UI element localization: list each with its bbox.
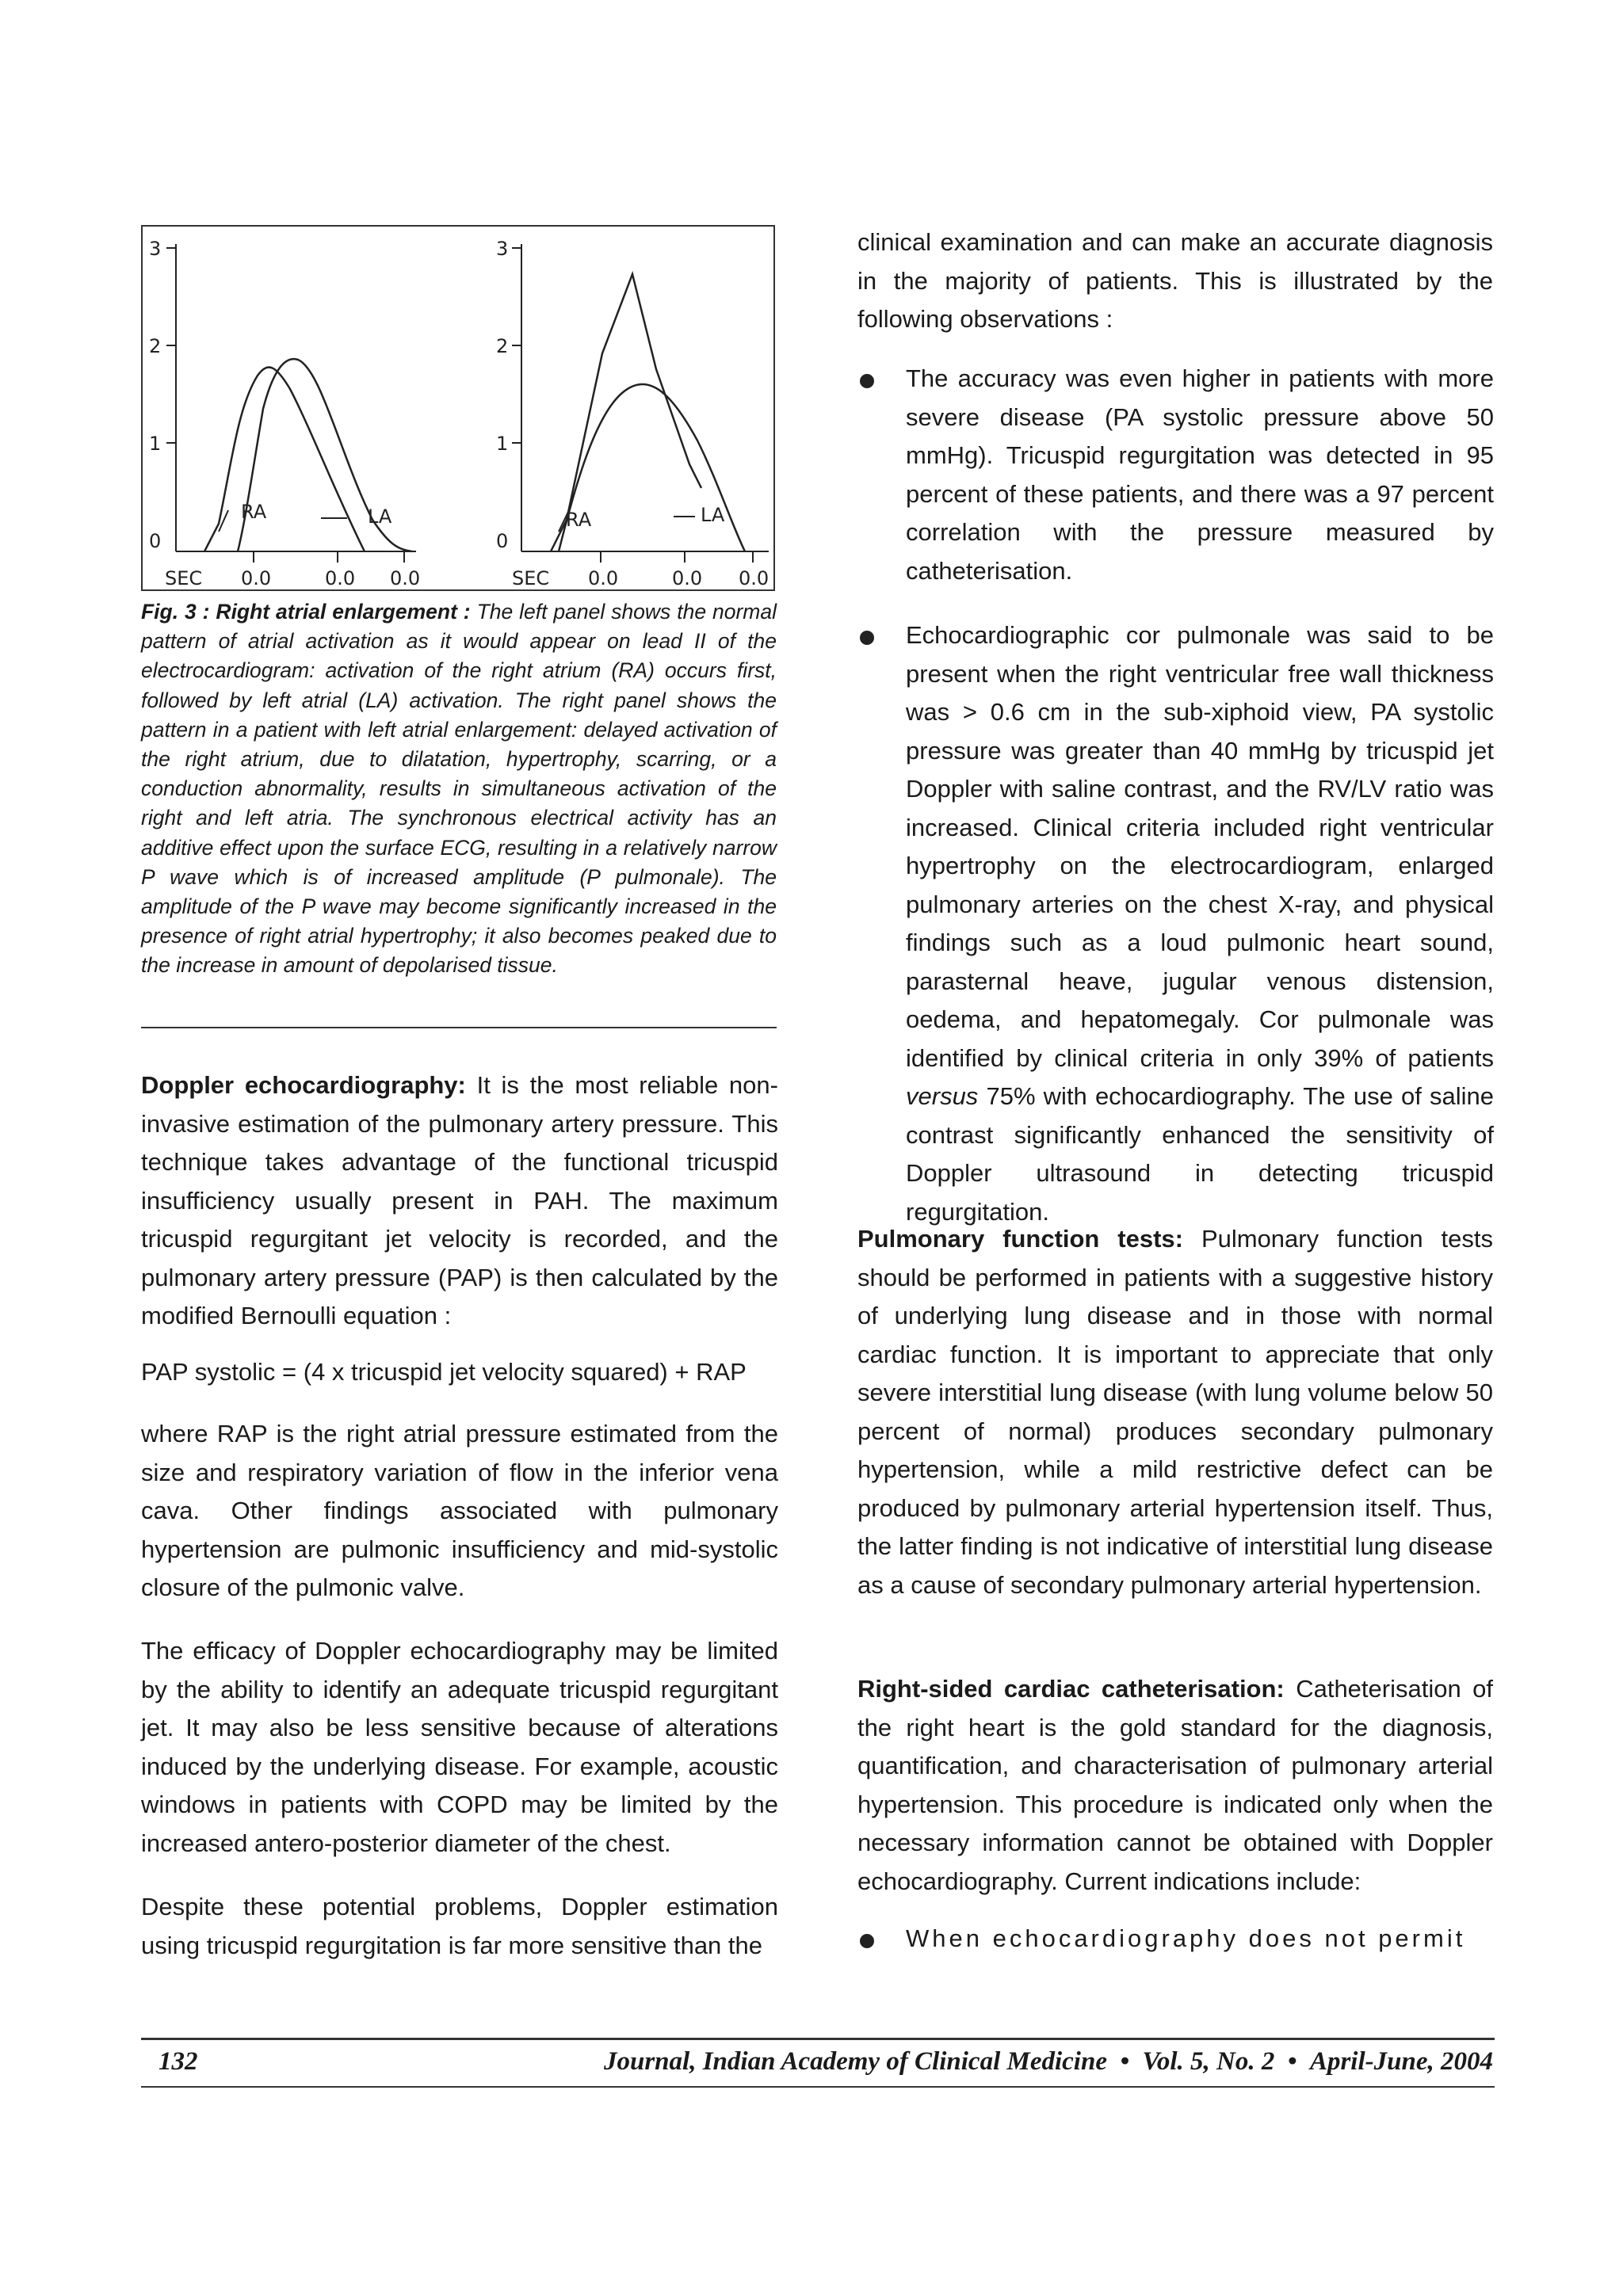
figure-3-chart [143, 227, 777, 593]
right-xtick-2: 0.0 [672, 567, 703, 589]
cath-text: Catheterisation of the right heart is the gold standard for the diagnosis, quantification, and characterisation of pulmonary arterial hypertension. This procedure is indicated only when the necessary information cannot be obtained with Doppler echocardiography. Current indications include: [857, 1675, 1493, 1895]
left-ytick-0: 0 [149, 530, 162, 552]
right-xtick-3: 0.0 [739, 567, 769, 589]
journal-date: April-June, 2004 [1309, 2047, 1493, 2076]
cath-paragraph [857, 1670, 1493, 1901]
right-xtick-sec: SEC [512, 567, 550, 589]
bullet-1: The accuracy was even higher in patients with more severe disease (PA systolic pressure above 50 mmHg). Tricuspid regurgitation was detected in 95 percent of these patients, and there was a 97 percent correlation with the pressure measured by catheterisation. [906, 364, 1494, 585]
bullet-dot-3 [860, 1934, 874, 1948]
figure-caption [141, 597, 777, 981]
figure-3 [141, 225, 775, 591]
cath-heading: Right-sided cardiac catheterisation: [857, 1675, 1285, 1703]
left-xtick-1: 0.0 [241, 567, 272, 589]
bernoulli-equation: PAP systolic = (4 x tricuspid jet velocity squared) + RAP [141, 1358, 747, 1386]
doppler-text: It is the most reliable non-invasive estimation of the pulmonary artery pressure. This technique takes advantage of the functional tricuspid insufficiency usually present in PAH. The maximum tricuspid regurgitant jet velocity is recorded, and the pulmonary artery pressure (PAP) is then calculated by the modified Bernoulli equation : [141, 1071, 778, 1329]
separator-2: • [1287, 2047, 1297, 2076]
efficacy-paragraph: The efficacy of Doppler echocardiography may be limited by the ability to identify an adequate tricuspid regurgitant jet. It may also be less sensitive because of alterations induced by the underlying disease. For example, acoustic windows in patients with COPD may be limited by the increased antero-posterior diameter of the chest. [141, 1637, 778, 1857]
pft-paragraph [857, 1220, 1493, 1604]
caption-title: Fig. 3 : Right atrial enlargement : [141, 600, 471, 624]
pft-text: Pulmonary function tests should be performed in patients with a suggestive history of underlying lung disease and in those with normal cardiac function. It is important to appreciate that only severe interstitial lung disease (with lung volume below 50 percent of normal) produces secondary pulmonary hypertension, while a mild restrictive defect can be produced by pulmonary arterial hypertension itself. Thus, the latter finding is not indicative of interstitial lung disease as a cause of secondary pulmonary arterial hypertension. [857, 1225, 1493, 1599]
footer-rule-bottom [141, 2086, 1495, 2088]
bullet-2-text-b: 75% with echocardiography. The use of saline contrast significantly enhanced the sensitivity of Doppler ultrasound in detecting tricuspid regurgitation. [906, 1082, 1494, 1226]
right-ytick-3: 3 [496, 238, 509, 260]
intro-paragraph: clinical examination and can make an accurate diagnosis in the majority of patients. This is illustrated by the following observations : [857, 228, 1493, 333]
bullet-dot-2 [860, 631, 874, 645]
doppler-paragraph [141, 1066, 778, 1336]
pft-heading: Pulmonary function tests: [857, 1225, 1183, 1253]
left-ra-wave [204, 368, 365, 551]
left-xtick-2: 0.0 [325, 567, 356, 589]
caption-rule [141, 1027, 777, 1028]
right-ytick-0: 0 [496, 530, 509, 552]
page-number: 132 [158, 2047, 198, 2076]
journal-citation [604, 2047, 1493, 2077]
right-ytick-2: 2 [496, 335, 509, 357]
left-xtick-3: 0.0 [390, 567, 421, 589]
doppler-heading: Doppler echocardiography: [141, 1071, 466, 1099]
where-paragraph: where RAP is the right atrial pressure estimated from the size and respiratory variation of flow in the inferior vena cava. Other findings associated with pulmonary hypertension are pulmonic insufficiency and mid-systolic closure of the pulmonic valve. [141, 1420, 778, 1601]
footer-rule-top [141, 2038, 1495, 2040]
left-ytick-1: 1 [149, 433, 162, 455]
journal-volume: Vol. 5, No. 2 [1142, 2047, 1275, 2076]
right-xtick-1: 0.0 [588, 567, 619, 589]
bullet-3: When echocardiography does not permit [906, 1924, 1466, 1952]
right-ra-label: RA [566, 509, 592, 531]
bullet-2-versus: versus [906, 1082, 979, 1110]
left-xtick-sec: SEC [165, 567, 203, 589]
bullet-2 [906, 616, 1494, 1231]
right-la-label: LA [701, 504, 725, 526]
caption-text: The left panel shows the normal pattern of atrial activation as it would appear on lead II of the electrocardiogram: activation of the right atrium (RA) occurs first, followed by left atrial (LA) activation. The right panel shows the pattern in a patient with left atrial enlargement: delayed activation of the right atrium, due to dilatation, hypertrophy, scarring, or a conduction abnormality, results in simultaneous activation of the right and left atria. The synchronous electrical activity has an additive effect upon the surface ECG, resulting in a relatively narrow P wave which is of increased amplitude (P pulmonale). The amplitude of the P wave may become significantly increased in the presence of right atrial hypertrophy; it also becomes peaked due to the increase in amount of depolarised tissue. [141, 600, 777, 978]
right-panel [496, 238, 769, 589]
left-la-label: LA [368, 505, 392, 528]
left-ra-label: RA [241, 501, 267, 523]
left-ytick-2: 2 [149, 335, 162, 357]
despite-paragraph: Despite these potential problems, Doppler estimation using tricuspid regurgitation is far more sensitive than the [141, 1893, 778, 1959]
bullet-dot-1 [860, 374, 874, 388]
left-ytick-3: 3 [149, 238, 162, 260]
separator-1: • [1120, 2047, 1130, 2076]
right-ytick-1: 1 [496, 433, 509, 455]
left-panel [149, 238, 420, 589]
bullet-2-text-a: Echocardiographic cor pulmonale was said to be present when the right ventricular free wall thickness was > 0.6 cm in the sub-xiphoid view, PA systolic pressure was greater than 40 mmHg by tricuspid jet Doppler with saline contrast, and the RV/LV ratio was increased. Clinical criteria included right ventricular hypertrophy on the electrocardiogram, enlarged pulmonary arteries on the chest X-ray, and physical findings such as a loud pulmonic heart sound, parasternal heave, jugular venous distension, oedema, and hepatomegaly. Cor pulmonale was identified by clinical criteria in only 39% of patients [906, 621, 1494, 1072]
journal-name: Journal, Indian Academy of Clinical Medicine [603, 2047, 1107, 2076]
